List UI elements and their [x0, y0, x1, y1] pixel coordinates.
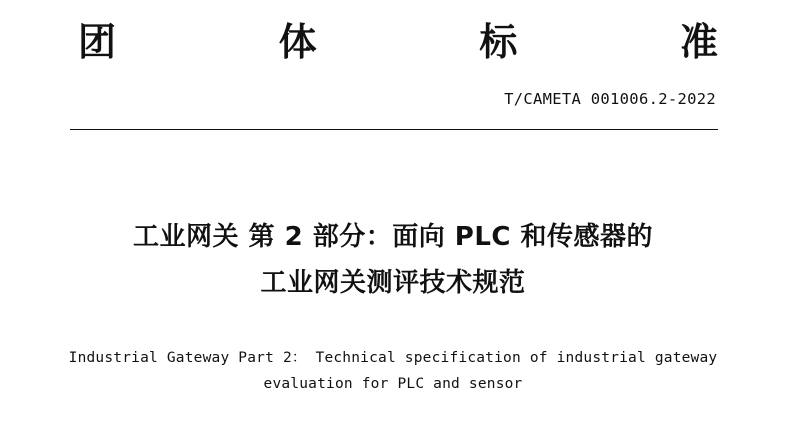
category-char-3: 标	[479, 20, 518, 64]
category-char-1: 团	[78, 20, 117, 64]
page-subtitle-line-2: evaluation for PLC and sensor	[263, 376, 523, 392]
page-title-line-2: 工业网关测评技术规范	[260, 268, 526, 298]
header-divider	[70, 129, 718, 130]
page-title-line-1: 工业网关 第 2 部分：面向 PLC 和传感器的	[132, 222, 654, 252]
page-subtitle-english	[0, 345, 786, 397]
category-char-4: 准	[679, 20, 718, 64]
page-subtitle-line-1: Industrial Gateway Part 2： Technical specification of industrial gateway	[68, 350, 718, 366]
document-category-heading	[78, 22, 718, 64]
page-title	[0, 214, 786, 306]
category-char-2: 体	[278, 20, 317, 64]
standard-number: T/CAMETA 001006.2-2022	[504, 90, 716, 108]
